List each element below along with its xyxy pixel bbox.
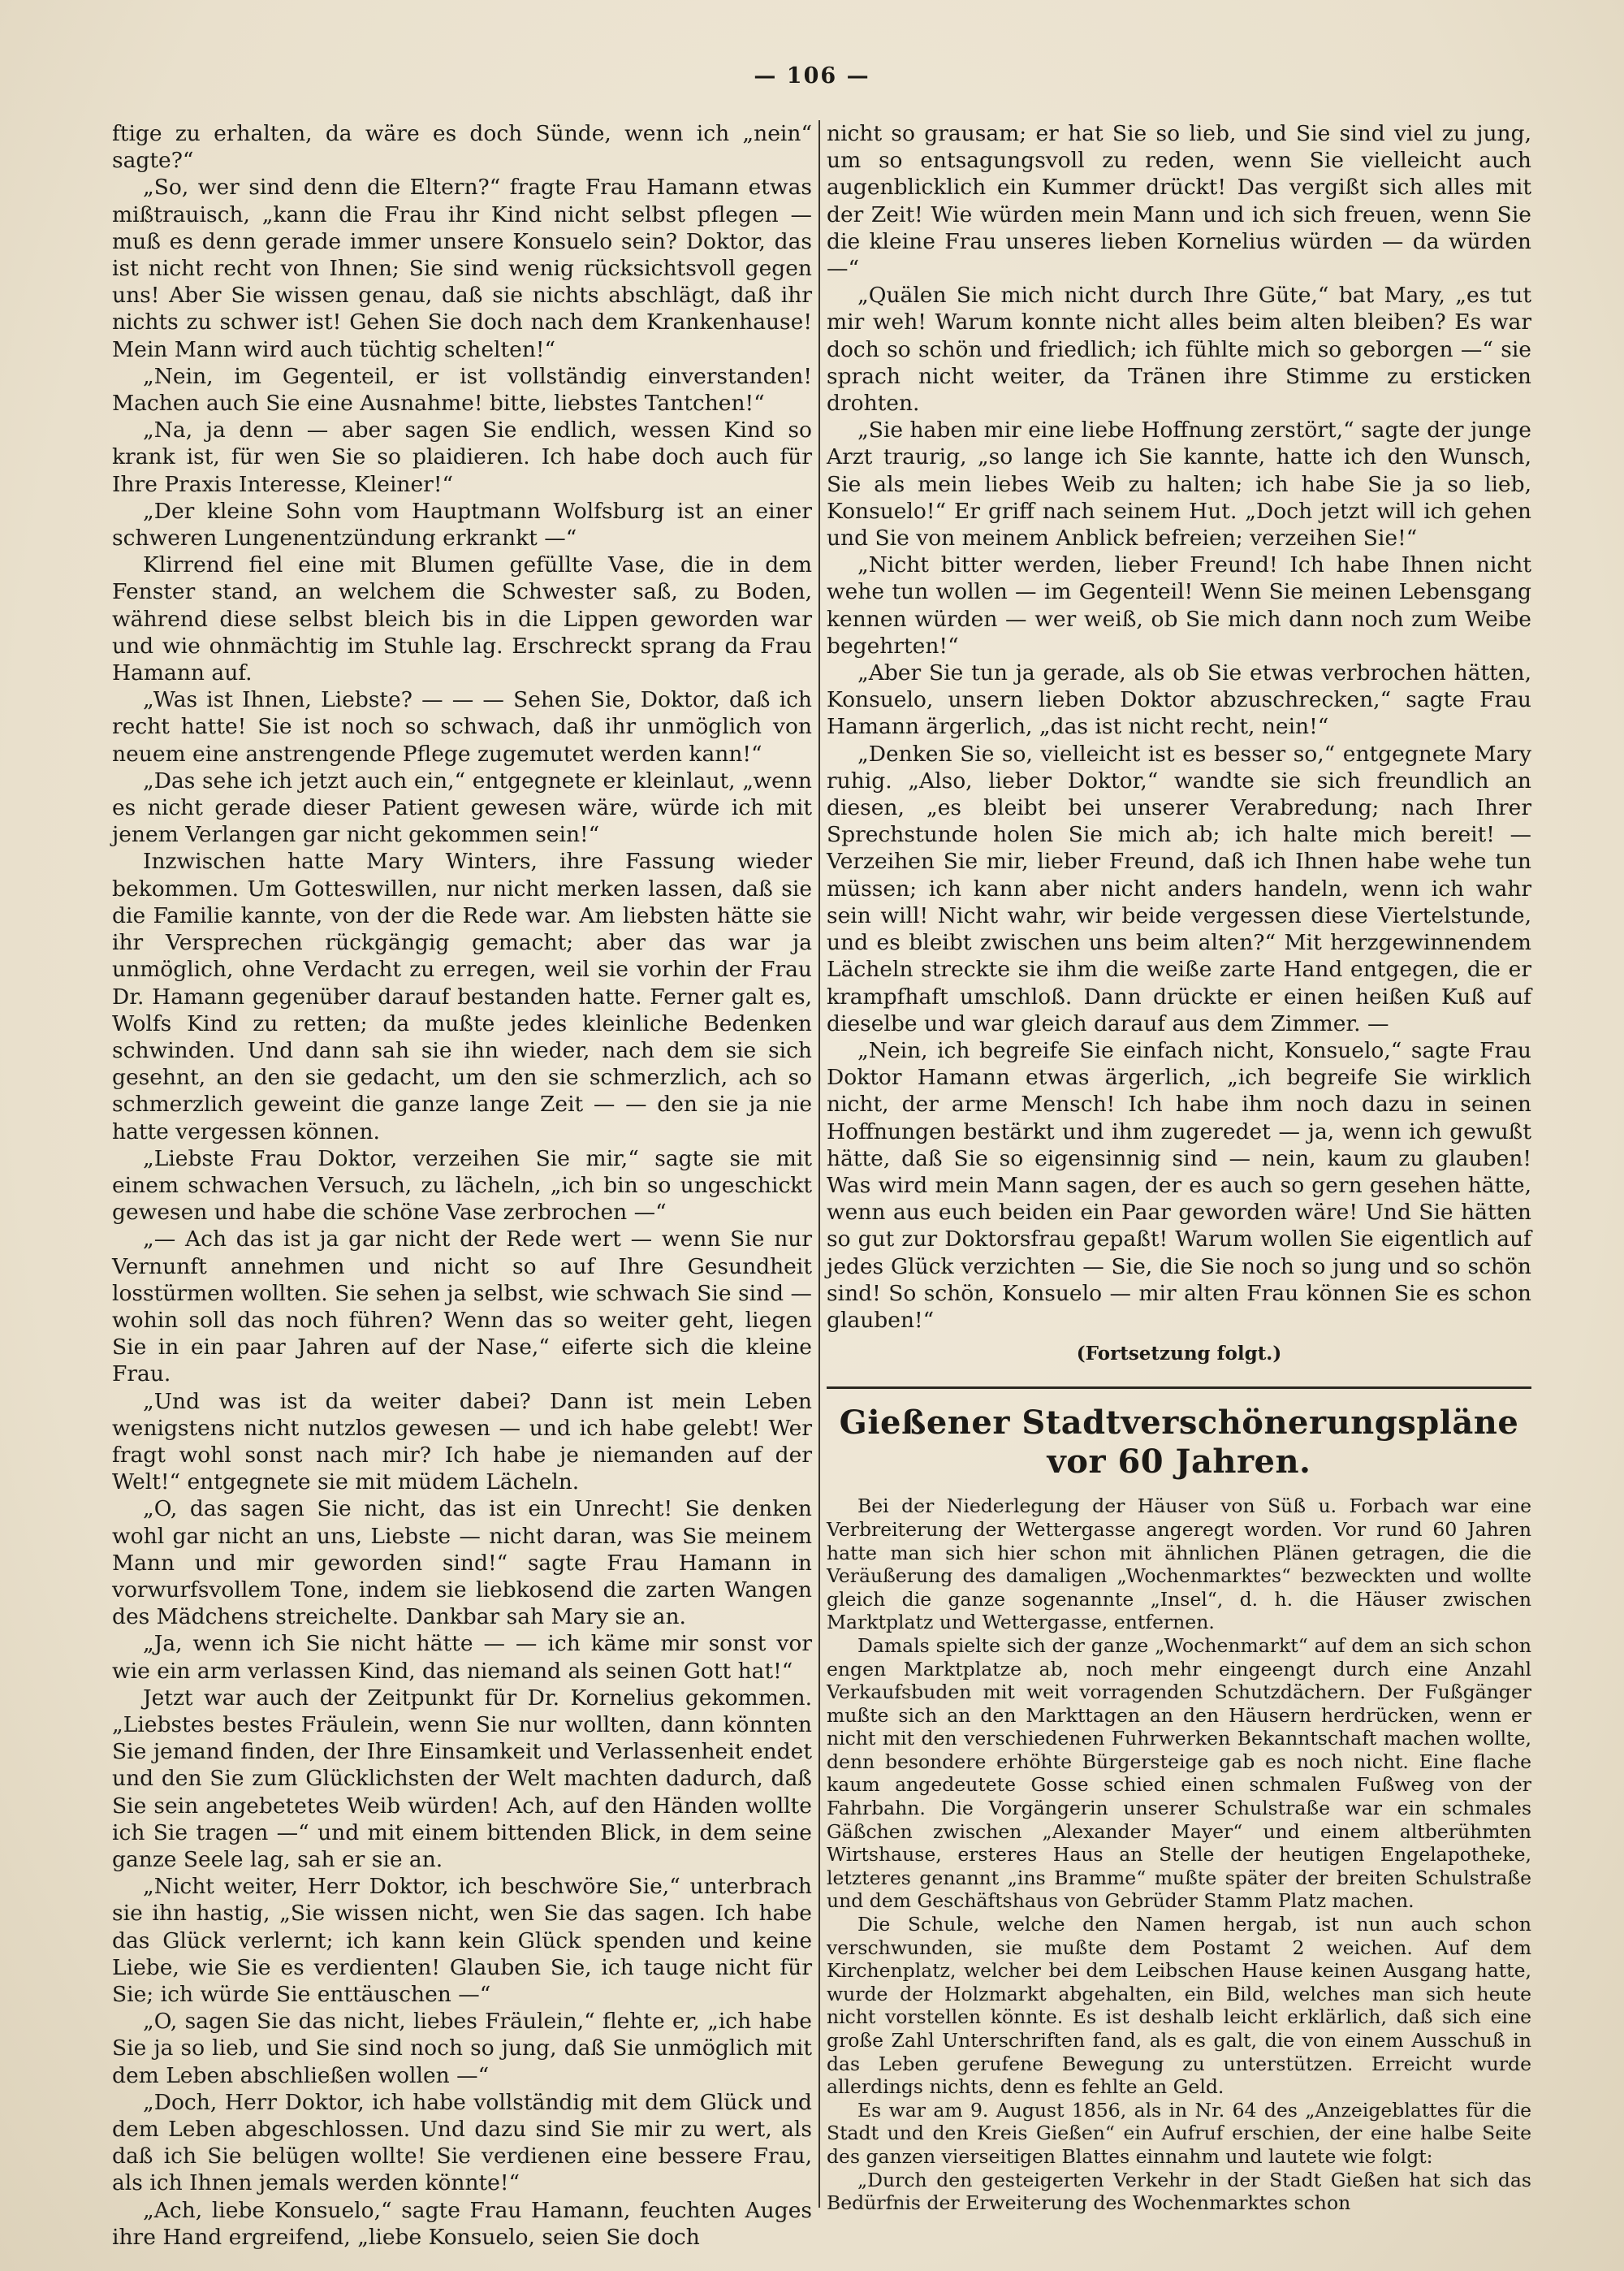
story-paragraph: „Nein, ich begreife Sie einfach nicht, Konsuelo,“ sagte Frau Doktor Hamann etwas ärgerlich, „ich begreife Sie wirklich nicht, der arme Mensch! Ich habe ihm noch dazu in seinen Hoffnungen bestärkt und ihm zugeredet — ja, wenn ich gewußt hätte, daß Sie so eigensinnig sind — nein, kaum zu glauben! Was wird mein Mann sagen, der es auch so gern gesehen hätte, wenn aus euch beiden ein Paar geworden wäre! Und Sie hätten so gut zur Doktorsfrau gepaßt! Warum wollen Sie eigentlich auf jedes Glück verzichten — Sie, die Sie noch so jung und so schön sind! So schön, Konsuelo — mir alten Frau können Sie es schon glauben!“ <box>827 1037 1531 1333</box>
story-paragraph: „Quälen Sie mich nicht durch Ihre Güte,“ bat Mary, „es tut mir weh! Warum konnte nicht alles beim alten bleiben? Es war doch so schön und friedlich; ich fühlte mich so geborgen —“ sie sprach nicht weiter, da Tränen ihre Stimme zu ersticken drohten. <box>827 283 1531 417</box>
article-paragraph: Damals spielte sich der ganze „Wochenmarkt“ auf dem an sich schon engen Marktplatze ab, noch mehr eingeengt durch eine Anzahl Verkaufsbuden mit weit vorragenden Schutzdächern. Der Fußgänger mußte sich an den Markttagen an den Häusern herdrücken, wenn er nicht mit den verschiedenen Fuhrwerken Bekanntschaft machen wollte, denn besondere erhöhte Bürgersteige gab es noch nicht. Eine flache kaum angedeutete Gosse schied einen schmalen Fußweg von der Fahrbahn. Die Vorgängerin unserer Schulstraße war ein schmales Gäßchen zwischen „Alexander Mayer“ und einem altberühmten Wirtshause, ersteres Haus an Stelle der heutigen Engelapotheke, letzteres genannt „ins Bramme“ mußte später der breiten Schulstraße und dem Geschäftshaus von Gebrüder Stamm Platz machen. <box>827 1633 1531 1913</box>
story-paragraph: nicht so grausam; er hat Sie so lieb, und Sie sind viel zu jung, um so entsagungsvoll zu reden, wenn Sie vielleicht auch augenblicklich ein Kummer drückt! Das vergißt sich alles mit der Zeit! Wie würden mein Mann und ich sich freuen, wenn Sie die kleine Frau unseres lieben Kornelius würden — da würden —“ <box>827 121 1531 282</box>
story-paragraph: Inzwischen hatte Mary Winters, ihre Fassung wieder bekommen. Um Gotteswillen, nur nicht merken lassen, daß sie die Familie kannte, von der die Rede war. Am liebsten hätte sie ihr Versprechen rückgängig gemacht; aber das war ja unmöglich, ohne Verdacht zu erregen, weil sie vorhin der Frau Dr. Hamann gegenüber darauf bestanden hatte. Ferner galt es, Wolfs Kind zu retten; da mußte jedes kleinliche Bedenken schwinden. Und dann sah sie ihn wieder, nach dem sie sich gesehnt, an den sie gedacht, um den sie schmerzlich, ach so schmerzlich geweint die ganze lange Zeit — — den sie ja nie hatte vergessen können. <box>112 849 812 1144</box>
section-divider <box>827 1386 1531 1389</box>
story-paragraph: „So, wer sind denn die Eltern?“ fragte Frau Hamann etwas mißtrauisch, „kann die Frau ihr Kind nicht selbst pflegen — muß es denn gerade immer unsere Konsuelo sein? Doktor, das ist nicht recht von Ihnen; Sie sind wenig rücksichtsvoll gegen uns! Aber Sie wissen genau, daß sie nichts abschlägt, daß ihr nichts zu schwer ist! Gehen Sie doch nach dem Krankenhause! Mein Mann wird auch tüchtig schelten!“ <box>112 175 812 362</box>
story-paragraph: „— Ach das ist ja gar nicht der Rede wert — wenn Sie nur Vernunft annehmen und nicht so auf Ihre Gesundheit losstürmen wollten. Sie sehen ja selbst, wie schwach Sie sind — wohin soll das noch führen? Wenn das so weiter geht, liegen Sie in ein paar Jahren auf der Nase,“ eiferte sich die kleine Frau. <box>112 1226 813 1387</box>
story-paragraph: „Und was ist da weiter dabei? Dann ist mein Leben wenigstens nicht nutzlos gewesen — und ich habe gelebt! Wer fragt wohl sonst nach mir? Ich habe je niemanden auf der Welt!“ entgegnete sie mit müdem Lächeln. <box>112 1388 812 1495</box>
story-paragraph: „Na, ja denn — aber sagen Sie endlich, wessen Kind so krank ist, für wen Sie so plaidieren. Ich habe doch auch für Ihre Praxis Interesse, Kleiner!“ <box>112 417 812 497</box>
page-number: — 106 — <box>754 63 870 89</box>
story-paragraph: „Nicht weiter, Herr Doktor, ich beschwöre Sie,“ unterbrach sie ihn hastig, „Sie wissen nicht, wen Sie das sagen. Ich habe das Glück verlernt; ich kann kein Glück spenden und keine Liebe, wie Sie es verdienten! Glauben Sie, ich tauge nicht für Sie; ich würde Sie enttäuschen —“ <box>112 1874 812 2008</box>
left-column <box>112 120 813 2250</box>
right-column <box>827 120 1531 2232</box>
story-paragraph: „Liebste Frau Doktor, verzeihen Sie mir,“ sagte sie mit einem schwachen Versuch, zu lächeln, „ich bin so ungeschickt gewesen und habe die schöne Vase zerbrochen —“ <box>112 1145 812 1226</box>
story-paragraph: Klirrend fiel eine mit Blumen gefüllte Vase, die in dem Fenster stand, an welchem die Schwester saß, zu Boden, während diese selbst bleich bis in die Lippen geworden war und wie ohnmächtig im Stuhle lag. Erschreckt sprang da Frau Hamann auf. <box>112 552 812 686</box>
story-paragraph: „Ja, wenn ich Sie nicht hätte — — ich käme mir sonst vor wie ein arm verlassen Kind, das niemand als seinen Gott hat!“ <box>112 1631 812 1684</box>
story-paragraph: „Der kleine Sohn vom Hauptmann Wolfsburg ist an einer schweren Lungenentzündung erkrankt —“ <box>112 498 812 552</box>
article-paragraph: Es war am 9. August 1856, als in Nr. 64 des „Anzeigeblattes für die Stadt und den Kreis Gießen“ ein Aufruf erschien, der eine halbe Seite des ganzen vierseitigen Blattes einnahm und lautete wie folgt: <box>827 2098 1531 2168</box>
story-paragraph: ftige zu erhalten, da wäre es doch Sünde, wenn ich „nein“ sagte?“ <box>112 121 812 174</box>
story-paragraph: „Sie haben mir eine liebe Hoffnung zerstört,“ sagte der junge Arzt traurig, „so lange ich Sie kannte, hatte ich den Wunsch, Sie als mein liebes Weib zu halten; ich habe Sie ja so lieb, Konsuelo!“ Er griff nach seinem Hut. „Doch jetzt will ich gehen und Sie von meinem Anblick befreien; verzeihen Sie!“ <box>827 417 1531 552</box>
story-paragraph: „Nicht bitter werden, lieber Freund! Ich habe Ihnen nicht wehe tun wollen — im Gegenteil! Wenn Sie meinen Lebensgang kennen würden — wer weiß, ob Sie mich dann noch zum Weibe begehrten!“ <box>827 552 1531 659</box>
story-paragraph: „Das sehe ich jetzt auch ein,“ entgegnete er kleinlaut, „wenn es nicht gerade dieser Patient gewesen wäre, würde ich mit jenem Verlangen gar nicht gekommen sein!“ <box>112 768 812 848</box>
article-title: Gießener Stadtverschönerungspläne vor 60 Jahren. <box>839 1404 1519 1482</box>
article-paragraph: „Durch den gesteigerten Verkehr in der Stadt Gießen hat sich das Bedürfnis der Erweiterung des Wochenmarktes schon <box>827 2168 1531 2215</box>
story-paragraph: „Was ist Ihnen, Liebste? — — — Sehen Sie, Doktor, daß ich recht hatte! Sie ist noch so schwach, daß ihr unmöglich von neuem eine anstrengende Pflege zugemutet werden kann!“ <box>112 687 812 767</box>
story-paragraph: „Aber Sie tun ja gerade, als ob Sie etwas verbrochen hätten, Konsuelo, unsern lieben Doktor abzuschrecken,“ sagte Frau Hamann ärgerlich, „das ist nicht recht, nein!“ <box>827 660 1531 740</box>
story-paragraph: „O, sagen Sie das nicht, liebes Fräulein,“ flehte er, „ich habe Sie ja so lieb, und Sie sind noch so jung, daß Sie unmöglich mit dem Leben abschließen wollen —“ <box>112 2009 812 2088</box>
story-paragraph: „Denken Sie so, vielleicht ist es besser so,“ entgegnete Mary ruhig. „Also, lieber Doktor,“ wandte sie sich freundlich an diesen, „es bleibt bei unserer Verabredung; nach Ihrer Sprechstunde holen Sie mich ab; ich halte mich bereit! — Verzeihen Sie mir, lieber Freund, daß ich Ihnen habe wehe tun müssen; ich kann aber nicht anders handeln, wenn ich wahr sein will! Nicht wahr, wir beide vergessen diese Viertelstunde, und es bleibt zwischen uns beim alten?“ Mit herzgewinnendem Lächeln streckte sie ihm die weiße zarte Hand entgegen, die er krampfhaft umschloß. Dann drückte er einen heißen Kuß auf dieselbe und war gleich darauf aus dem Zimmer. — <box>827 741 1531 1036</box>
story-paragraph: „Ach, liebe Konsuelo,“ sagte Frau Hamann, feuchten Auges ihre Hand ergreifend, „liebe Konsuelo, seien Sie doch <box>112 2197 812 2250</box>
story-paragraph: „O, das sagen Sie nicht, das ist ein Unrecht! Sie denken wohl gar nicht an uns, Liebste — nicht daran, was Sie meinem Mann und mir geworden sind!“ sagte Frau Hamann in vorwurfsvollem Tone, indem sie liebkosend die zarten Wangen des Mädchens streichelte. Dankbar sah Mary sie an. <box>112 1496 812 1630</box>
story-paragraph: „Doch, Herr Doktor, ich habe vollständig mit dem Glück und dem Leben abgeschlossen. Und dazu sind Sie mir zu wert, als daß ich Sie belügen wollte! Sie verdienen eine bessere Frau, als ich Ihnen jemals werden könnte!“ <box>112 2089 812 2196</box>
continued-note: (Fortsetzung folgt.) <box>1076 1343 1282 1365</box>
column-divider <box>818 120 820 2208</box>
article-paragraph: Die Schule, welche den Namen hergab, ist nun auch schon verschwunden, sie mußte dem Postamt 2 weichen. Auf dem Kirchenplatz, welcher bei dem Leibschen Hause keinen Ausgang hatte, wurde der Holzmarkt abgehalten, ein Bild, welches man sich heute nicht vorstellen könnte. Es ist deshalb leicht erklärlich, daß sich eine große Zahl Unterschriften fand, als es galt, die von einem Ausschuß in das Leben gerufene Bewegung zu unterstützen. Erreicht wurde allerdings nichts, denn es fehlte an Geld. <box>827 1913 1531 2099</box>
story-paragraph: Jetzt war auch der Zeitpunkt für Dr. Kornelius gekommen. „Liebstes bestes Fräulein, wenn Sie nur wollten, dann könnten Sie jemand finden, der Ihre Einsamkeit und Verlassenheit endet und den Sie zum Glücklichsten der Welt machten dadurch, daß Sie sein angebetetes Weib würden! Ach, auf den Händen wollte ich Sie tragen —“ und mit einem bittenden Blick, in dem seine ganze Seele lag, sah er sie an. <box>112 1685 812 1872</box>
article <box>827 1404 1531 2214</box>
article-paragraph: Bei der Niederlegung der Häuser von Süß u. Forbach war eine Verbreiterung der Wettergasse angeregt worden. Vor rund 60 Jahren hatte man sich hier schon mit ähnlichen Plänen getragen, die die Veräußerung des damaligen „Wochenmarktes“ bezweckten und wollte gleich die ganze sogenannte „Insel“, d. h. die Häuser zwischen Marktplatz und Wettergasse, entfernen. <box>827 1495 1531 1634</box>
story-paragraph: „Nein, im Gegenteil, er ist vollständig einverstanden! Machen auch Sie eine Ausnahme! bitte, liebstes Tantchen!“ <box>112 363 812 417</box>
